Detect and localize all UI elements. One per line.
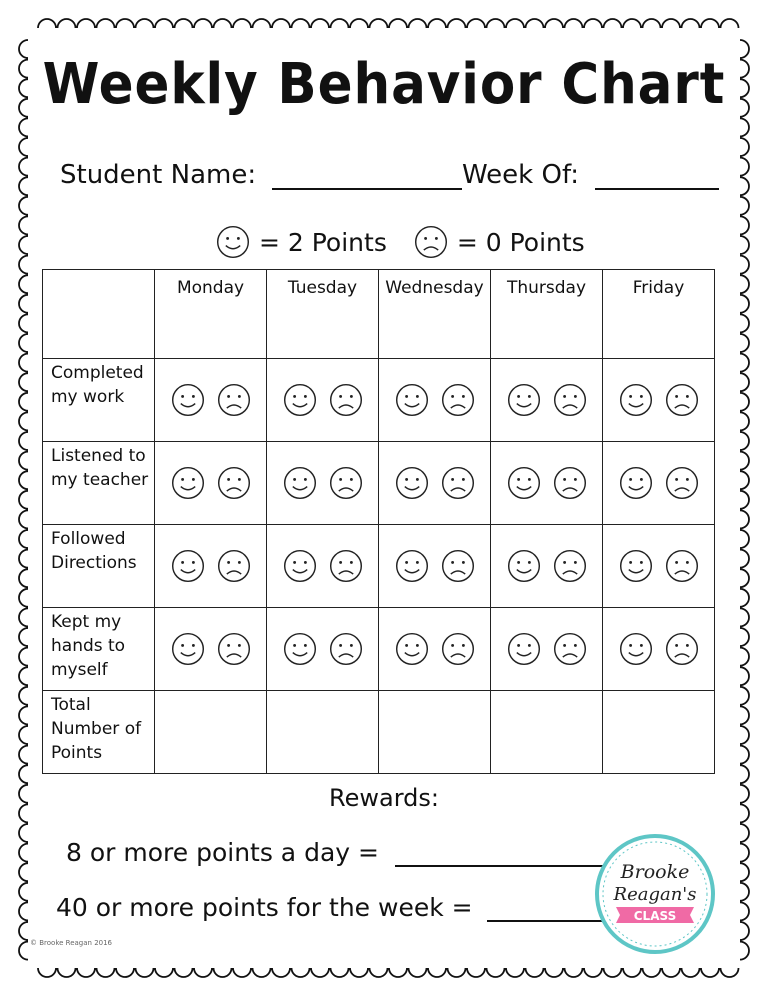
day-header-tuesday: Tuesday (267, 270, 379, 359)
frown-icon[interactable] (552, 548, 588, 584)
face-pair (603, 548, 714, 584)
frown-icon[interactable] (328, 631, 364, 667)
daily-reward-field[interactable] (395, 865, 627, 867)
face-cell[interactable] (491, 359, 603, 442)
face-pair (379, 465, 490, 501)
total-cell[interactable] (155, 691, 267, 774)
frown-icon[interactable] (664, 631, 700, 667)
smile-icon[interactable] (506, 465, 542, 501)
face-cell[interactable] (491, 608, 603, 691)
behavior-label: Listened to my teacher (43, 442, 155, 525)
total-label: Total Number of Points (43, 691, 155, 774)
smile-icon[interactable] (618, 631, 654, 667)
points-legend (215, 224, 585, 260)
behavior-table (42, 269, 715, 774)
behavior-label: Completed my work (43, 359, 155, 442)
smile-icon[interactable] (618, 548, 654, 584)
logo-line1: Brooke (620, 861, 690, 883)
frown-icon[interactable] (216, 382, 252, 418)
face-pair (267, 631, 378, 667)
behavior-row (43, 608, 715, 691)
face-cell[interactable] (491, 525, 603, 608)
frown-icon[interactable] (552, 631, 588, 667)
total-cell[interactable] (491, 691, 603, 774)
week-of-row (462, 160, 719, 190)
frown-icon[interactable] (664, 465, 700, 501)
face-pair (379, 548, 490, 584)
face-pair (491, 548, 602, 584)
weekly-reward-row (56, 893, 617, 922)
behavior-row (43, 525, 715, 608)
frown-icon[interactable] (440, 548, 476, 584)
behavior-label: Followed Directions (43, 525, 155, 608)
face-pair (603, 631, 714, 667)
frown-icon[interactable] (552, 382, 588, 418)
smile-icon[interactable] (282, 631, 318, 667)
face-cell[interactable] (379, 608, 491, 691)
face-cell[interactable] (267, 608, 379, 691)
face-pair (603, 465, 714, 501)
face-pair (155, 548, 266, 584)
copyright-text: © Brooke Reagan 2016 (30, 939, 113, 947)
face-cell[interactable] (379, 442, 491, 525)
smile-icon[interactable] (170, 631, 206, 667)
frown-icon[interactable] (216, 548, 252, 584)
smile-icon[interactable] (394, 548, 430, 584)
behavior-row (43, 359, 715, 442)
face-pair (491, 382, 602, 418)
smile-legend-text: = 2 Points (259, 227, 387, 257)
total-row (43, 691, 715, 774)
total-cell[interactable] (603, 691, 715, 774)
face-cell[interactable] (267, 359, 379, 442)
smile-icon[interactable] (506, 382, 542, 418)
face-pair (491, 631, 602, 667)
face-cell[interactable] (491, 442, 603, 525)
face-cell[interactable] (603, 608, 715, 691)
frown-icon[interactable] (440, 465, 476, 501)
face-cell[interactable] (155, 359, 267, 442)
face-cell[interactable] (379, 525, 491, 608)
frown-icon[interactable] (440, 631, 476, 667)
brooke-reagans-class-logo (594, 833, 716, 955)
logo-line3: CLASS (633, 909, 677, 923)
smile-icon[interactable] (394, 465, 430, 501)
face-cell[interactable] (155, 442, 267, 525)
header-row (43, 270, 715, 359)
frown-icon[interactable] (328, 382, 364, 418)
week-of-label: Week Of: (462, 160, 579, 190)
frown-icon[interactable] (664, 548, 700, 584)
frown-icon[interactable] (216, 465, 252, 501)
face-pair (155, 465, 266, 501)
face-cell[interactable] (267, 442, 379, 525)
daily-reward-label: 8 or more points a day = (66, 838, 379, 867)
face-pair (267, 548, 378, 584)
frown-icon (413, 224, 449, 260)
frown-icon[interactable] (216, 631, 252, 667)
day-header-thursday: Thursday (491, 270, 603, 359)
corner-cell (43, 270, 155, 359)
face-cell[interactable] (379, 359, 491, 442)
smile-icon[interactable] (394, 631, 430, 667)
weekly-reward-label: 40 or more points for the week = (56, 893, 473, 922)
face-pair (267, 382, 378, 418)
face-pair (155, 631, 266, 667)
frown-icon[interactable] (440, 382, 476, 418)
smile-icon[interactable] (282, 548, 318, 584)
smile-icon[interactable] (170, 465, 206, 501)
smile-icon[interactable] (506, 631, 542, 667)
smile-icon (215, 224, 251, 260)
smile-icon[interactable] (170, 382, 206, 418)
face-cell[interactable] (603, 359, 715, 442)
face-pair (379, 631, 490, 667)
frown-legend-text: = 0 Points (456, 227, 585, 257)
day-header-friday: Friday (603, 270, 715, 359)
week-of-field[interactable] (595, 188, 719, 190)
face-cell[interactable] (267, 525, 379, 608)
page-title: Weekly Behavior Chart (42, 52, 726, 117)
face-pair (267, 465, 378, 501)
rewards-title: Rewards: (329, 784, 439, 812)
face-pair (603, 382, 714, 418)
face-cell[interactable] (603, 442, 715, 525)
day-header-monday: Monday (155, 270, 267, 359)
frown-icon[interactable] (328, 548, 364, 584)
logo-line2: Reagan's (613, 884, 697, 905)
face-pair (155, 382, 266, 418)
student-name-row (60, 160, 462, 190)
smile-icon[interactable] (282, 465, 318, 501)
smile-icon[interactable] (394, 382, 430, 418)
daily-reward-row (66, 838, 627, 867)
face-cell[interactable] (155, 608, 267, 691)
face-pair (379, 382, 490, 418)
frown-icon[interactable] (664, 382, 700, 418)
smile-icon[interactable] (282, 382, 318, 418)
frown-icon[interactable] (328, 465, 364, 501)
smile-icon[interactable] (618, 382, 654, 418)
smile-icon[interactable] (618, 465, 654, 501)
face-pair (491, 465, 602, 501)
day-header-wednesday: Wednesday (379, 270, 491, 359)
face-cell[interactable] (155, 525, 267, 608)
face-cell[interactable] (603, 525, 715, 608)
student-name-label: Student Name: (60, 160, 257, 190)
total-cell[interactable] (267, 691, 379, 774)
behavior-row (43, 442, 715, 525)
frown-icon[interactable] (552, 465, 588, 501)
student-name-field[interactable] (272, 188, 462, 190)
smile-icon[interactable] (506, 548, 542, 584)
smile-icon[interactable] (170, 548, 206, 584)
behavior-label: Kept my hands to myself (43, 608, 155, 691)
total-cell[interactable] (379, 691, 491, 774)
